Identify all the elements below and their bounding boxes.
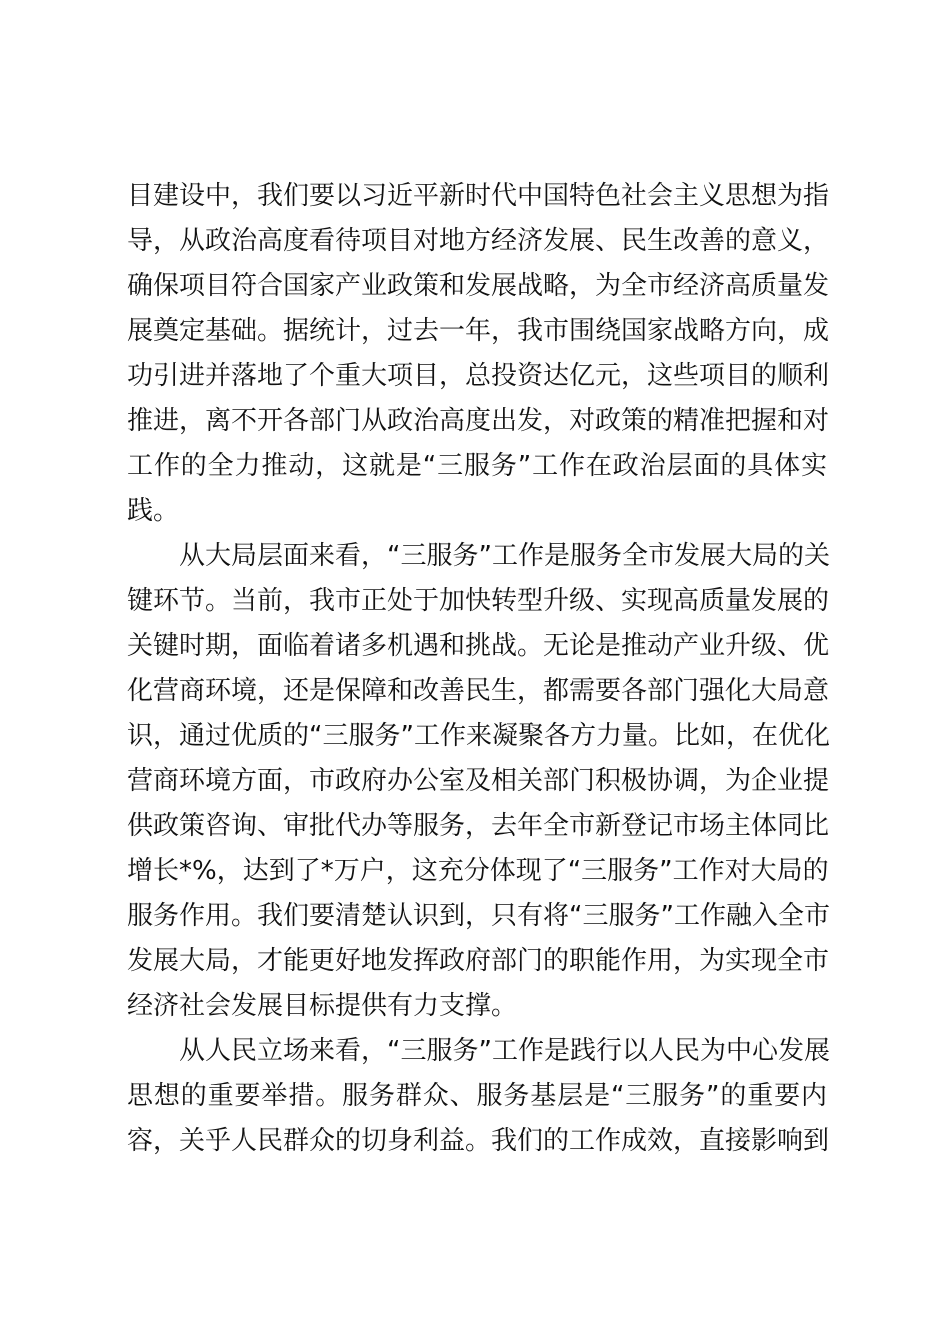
text-line: 从大局层面来看，“三服务”工作是服务全市发展大局的关 bbox=[179, 541, 830, 571]
text-line: 践。 bbox=[127, 496, 180, 526]
text-line: 识，通过优质的“三服务”工作来凝聚各方力量。比如，在优化 bbox=[127, 721, 830, 751]
text-line: 服务作用。我们要清楚认识到，只有将“三服务”工作融入全市 bbox=[127, 901, 830, 931]
text-line: 工作的全力推动，这就是“三服务”工作在政治层面的具体实 bbox=[127, 451, 827, 481]
text-line: 关键时期，面临着诸多机遇和挑战。无论是推动产业升级、优 bbox=[127, 631, 830, 661]
text-line: 从人民立场来看，“三服务”工作是践行以人民为中心发展 bbox=[179, 1036, 830, 1066]
text-line: 发展大局，才能更好地发挥政府部门的职能作用，为实现全市 bbox=[127, 946, 830, 976]
text-line: 键环节。当前，我市正处于加快转型升级、实现高质量发展的 bbox=[127, 586, 830, 616]
text-line: 展奠定基础。据统计，过去一年，我市围绕国家战略方向，成 bbox=[127, 316, 830, 346]
document-body bbox=[127, 174, 830, 1164]
text-line: 功引进并落地了个重大项目，总投资达亿元，这些项目的顺利 bbox=[127, 361, 830, 391]
text-line: 增长*%，达到了*万户，这充分体现了“三服务”工作对大局的 bbox=[127, 856, 829, 886]
text-line: 思想的重要举措。服务群众、服务基层是“三服务”的重要内 bbox=[127, 1081, 827, 1111]
text-line: 目建设中，我们要以习近平新时代中国特色社会主义思想为指 bbox=[127, 181, 830, 211]
text-line: 确保项目符合国家产业政策和发展战略，为全市经济高质量发 bbox=[127, 271, 830, 301]
text-line: 经济社会发展目标提供有力支撑。 bbox=[127, 991, 518, 1021]
text-line: 容，关乎人民群众的切身利益。我们的工作成效，直接影响到 bbox=[127, 1126, 830, 1156]
paragraph-2 bbox=[127, 534, 830, 1029]
text-line: 推进，离不开各部门从政治高度出发，对政策的精准把握和对 bbox=[127, 406, 830, 436]
text-line: 供政策咨询、审批代办等服务，去年全市新登记市场主体同比 bbox=[127, 811, 830, 841]
text-line: 营商环境方面，市政府办公室及相关部门积极协调，为企业提 bbox=[127, 766, 830, 796]
text-line: 化营商环境，还是保障和改善民生，都需要各部门强化大局意 bbox=[127, 676, 830, 706]
paragraph-1 bbox=[127, 174, 830, 534]
paragraph-3 bbox=[127, 1029, 830, 1164]
text-line: 导，从政治高度看待项目对地方经济发展、民生改善的意义， bbox=[127, 226, 830, 256]
